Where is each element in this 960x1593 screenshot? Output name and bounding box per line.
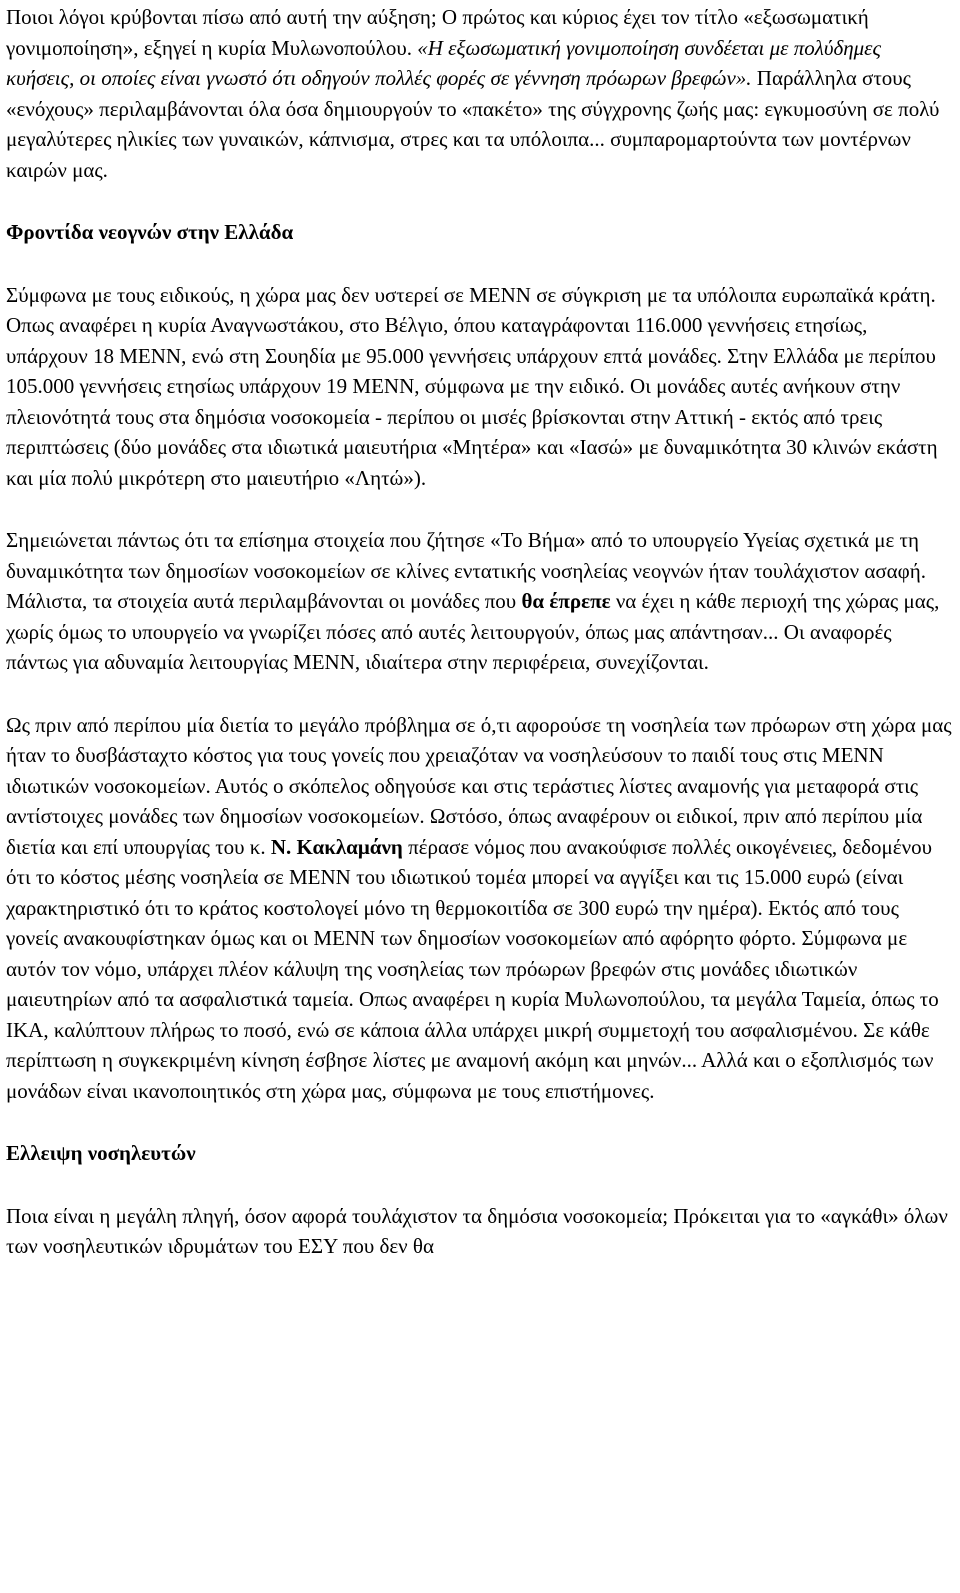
section-heading-neonatal-care: Φροντίδα νεογνών στην Ελλάδα — [6, 220, 294, 244]
paragraph-cost-law-end: πέρασε νόμος που ανακούφισε πολλές οικογένειες, δεδομένου ότι το κόστος μέσης νοσηλεία σε ΜΕΝΝ του ιδιωτικού τομέα μπορεί να αγγίξει και τις 15.000 ευρώ (είναι χαρακτηριστικό ότι το κράτος κοστολογεί μόνο τη θερμοκοιτίδα σε 300 ευρώ την ημέρα). Εκτός από τους γονείς ανακουφίστηκαν όμως και οι ΜΕΝΝ των δημοσίων νοσοκομείων από αφόρητο φόρτο. Σύμφωνα με αυτόν τον νόμο, υπάρχει πλέον κάλυψη της νοσηλείας των πρόωρων βρεφών στις μονάδες ιδιωτικών μαιευτηρίων από τα ασφαλιστικά ταμεία. Οπως αναφέρει η κυρία Μυλωνοπούλου, τα μεγάλα Ταμεία, όπως το ΙΚΑ, καλύπτουν πλήρως το ποσό, ενώ σε κάποια άλλα υπάρχει μικρή συμμετοχή του ασφαλισμένου. Σε κάθε περίπτωση η συγκεκριμένη κίνηση έσβησε λίστες με αναμονή ακόμη και μηνών... Αλλά και ο εξοπλισμός των μονάδων είναι ικανοποιητικός στη χώρα μας, σύμφωνα με τους επιστήμονες. — [6, 834, 939, 1103]
quote-ivf: «Η εξωσωματική γονιμοποίηση συνδέεται με πολύδημες κυήσεις, οι οποίες είναι γνωστό ότι οδηγούν πολλές φορές σε γέννηση πρόωρων βρεφών». — [6, 35, 881, 90]
paragraph-official-data-start: Σημειώνεται πάντως ότι τα επίσημα στοιχεία που ζήτησε «Το Βήμα» από το υπουργείο Υγείας σχετικά με τη δυναμικότητα των δημοσίων νοσοκομείων σε κλίνες εντατικής νοσηλείας νεογνών ήταν τουλάχιστον ασαφή. Μάλιστα, τα στοιχεία αυτά περιλαμβάνονται οι μονάδες που — [6, 528, 927, 613]
emphasis-should: θα έπρεπε — [521, 589, 611, 613]
paragraph-nurse-shortage: Ποια είναι η μεγάλη πληγή, όσον αφορά τουλάχιστον τα δημόσια νοσοκομεία; Πρόκειται για το «αγκάθι» όλων των νοσηλευτικών ιδρυμάτων του ΕΣΥ που δεν θα — [6, 1203, 948, 1258]
paragraph-nicu-comparison: Σύμφωνα με τους ειδικούς, η χώρα μας δεν υστερεί σε ΜΕΝΝ σε σύγκριση με τα υπόλοιπα ευρωπαϊκά κράτη. Oπως αναφέρει η κυρία Αναγνωστάκου, στο Βέλγιο, όπου καταγράφονται 116.000 γεννήσεις ετησίως, υπάρχουν 18 ΜΕΝΝ, ενώ στη Σουηδία με 95.000 γεννήσεις υπάρχουν επτά μονάδες. Στην Ελλάδα με περίπου 105.000 γεννήσεις ετησίως υπάρχουν 19 ΜΕΝΝ, σύμφωνα με την ειδικό. Οι μονάδες αυτές ανήκουν στην πλειονότητά τους στα δημόσια νοσοκομεία - περίπου οι μισές βρίσκονται στην Αττική - εκτός από τρεις περιπτώσεις (δύο μονάδες στα ιδιωτικά μαιευτήρια «Μητέρα» και «Ιασώ» με δυναμικότητα 30 κλινών εκάστη και μία πολύ μικρότερη στο μαιευτήριο «Λητώ»). — [6, 282, 938, 490]
article-body — [6, 2, 952, 1262]
paragraph-official-data — [6, 525, 952, 678]
paragraph-causes — [6, 2, 952, 185]
paragraph-cost-law-start: Ως πριν από περίπου μία διετία το μεγάλο πρόβλημα σε ό,τι αφορούσε τη νοσηλεία των πρόωρων στη χώρα μας ήταν το δυσβάσταχτο κόστος για τους γονείς που χρειαζόταν να νοσηλεύσουν το παιδί τους στις ΜΕΝΝ ιδιωτικών νοσοκομείων. Αυτός ο σκόπελος οδηγούσε και στις τεράστιες λίστες αναμονής για μεταφορά στις αντίστοιχες μονάδες των δημοσίων νοσοκομείων. Ωστόσο, όπως αναφέρουν οι ειδικοί, πριν από περίπου μία διετία και επί υπουργίας του κ. — [6, 712, 952, 859]
minister-name: Ν. Κακλαμάνη — [270, 834, 403, 859]
paragraph-cost-law — [6, 710, 952, 1107]
paragraph-causes-intro: Ποιοι λόγοι κρύβονται πίσω από αυτή την αύξηση; Ο πρώτος και κύριος έχει τον τίτλο «εξωσωματική γονιμοποίηση», εξηγεί η κυρία Μυλωνοπούλου. — [6, 5, 869, 60]
section-heading-nurse-shortage: Ελλειψη νοσηλευτών — [6, 1141, 196, 1165]
paragraph-causes-rest: Παράλληλα στους «ενόχους» περιλαμβάνονται όλα όσα δημιουργούν το «πακέτο» της σύγχρονης ζωής μας: εγκυμοσύνη σε πολύ μεγαλύτερες ηλικίες των γυναικών, κάπνισμα, στρες και τα υπόλοιπα... συμπαρομαρτούντα των μοντέρνων καιρών μας. — [6, 66, 940, 182]
paragraph-official-data-end: να έχει η κάθε περιοχή της χώρας μας, χωρίς όμως το υπουργείο να γνωρίζει πόσες από αυτές λειτουργούν, όπως μας απάντησαν... Οι αναφορές πάντως για αδυναμία λειτουργίας ΜΕΝΝ, ιδιαίτερα στην περιφέρεια, συνεχίζονται. — [6, 589, 940, 674]
